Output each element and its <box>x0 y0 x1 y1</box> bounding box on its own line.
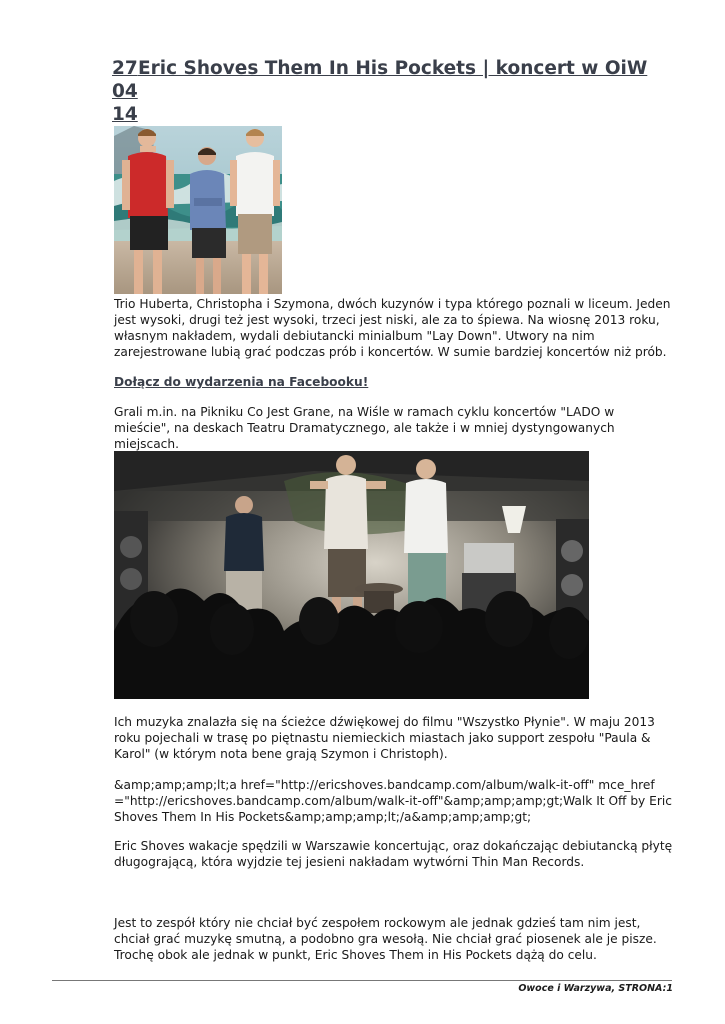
soundtrack-paragraph: Ich muzyka znalazła się na ścieżce dźwiękowej do filmu "Wszystko Płynie". W maju 2013 roku pojechali w trasę po piętnastu niemieckich miastach jako support zespołu "Paula & Karol" (w którym nota bene grają Szymon i Christoph). <box>114 715 655 761</box>
date-day: 27 <box>112 58 138 79</box>
band-photo <box>114 126 282 294</box>
bandcamp-embed-text: &amp;amp;amp;lt;a href="http://ericshoves.bandcamp.com/album/walk-it-off" mce_href="http://ericshoves.bandcamp.com/album/walk-it-off"&amp;amp;amp;gt;Walk It Off by Eric Shoves Them In His Pockets&amp;amp;amp;lt;/a&amp;amp;amp;gt; <box>114 778 672 824</box>
facebook-event-link[interactable]: Dołącz do wydarzenia na Facebooku! <box>114 375 369 389</box>
footer-divider <box>52 980 672 981</box>
concerts-paragraph: Grali m.in. na Pikniku Co Jest Grane, na Wiśle w ramach cyklu koncertów "LADO w mieście", na deskach Teatru Dramatycznego, ale także i w mniej dystyngowanych miejscach. <box>114 405 615 451</box>
post-date <box>112 57 138 126</box>
post-title[interactable]: Eric Shoves Them In His Pockets | koncert w OiW <box>138 58 648 79</box>
intro-paragraph: Trio Huberta, Christopha i Szymona, dwóch kuzynów i typa którego poznali w liceum. Jeden jest wysoki, drugi też jest wysoki, trzeci jest niski, ale za to śpiewa. Na wiosnę 2013 roku, własnym nakładem, wydali debiutancki minialbum "Lay Down". Utwory na nim zarejestrowane lubią grać podczas prób i koncertów. W sumie bardziej koncertów niż prób. <box>114 297 671 359</box>
footer-page-label: Owoce i Warzywa, STRONA:1 <box>518 983 673 994</box>
date-year: 14 <box>112 104 138 125</box>
closing-paragraph: Jest to zespół który nie chciał być zespołem rockowym ale jednak gdzieś tam nim jest, chciał grać muzykę smutną, a podobno gra wesołą. Nie chciał grać piosenek ale je pisze. Trochę obok ale jednak w punkt, Eric Shoves Them in His Pockets dążą do celu. <box>114 916 657 962</box>
album-paragraph: Eric Shoves wakacje spędzili w Warszawie koncertując, oraz dokańczając debiutancką płytę długogrającą, która wyjdzie tej jesieni nakładam wytwórni Thin Man Records. <box>114 839 673 869</box>
concert-photo <box>114 451 589 699</box>
date-month: 04 <box>112 81 138 102</box>
